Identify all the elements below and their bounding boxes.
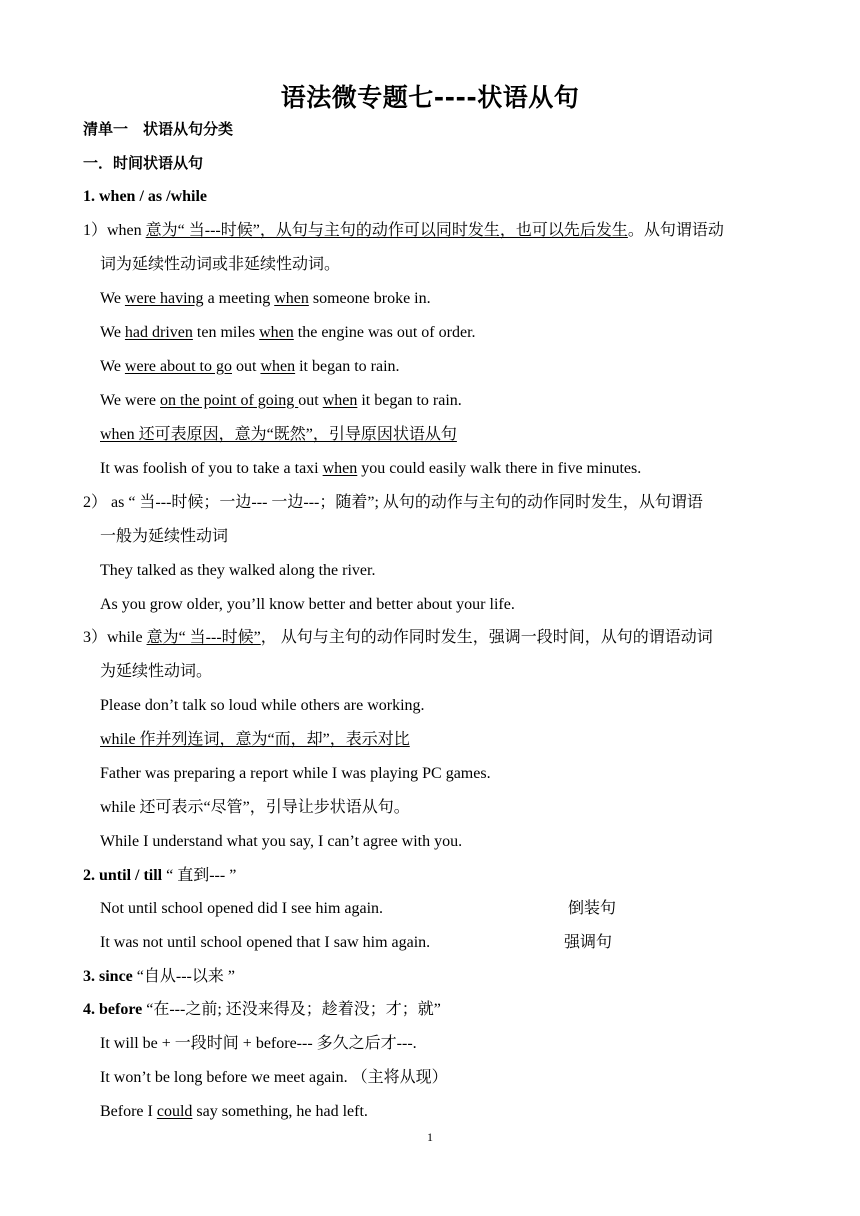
underlined-text: when xyxy=(322,392,358,409)
example-sentence xyxy=(100,357,400,377)
paragraph-as: 2） as “ 当---时候；一边--- 一边---；随着”; 从句的动作与主句的动作同时发生，从句谓语 xyxy=(83,494,703,511)
page-title: 语法微专题七----状语从句 xyxy=(280,83,580,112)
text: “在---之前; 还没来得及；趁着没；才；就” xyxy=(142,1001,441,1018)
underlined-text: when xyxy=(322,460,358,477)
example-sentence: While I understand what you say, I can’t agree with you. xyxy=(100,833,463,850)
list-heading: 清单一 状语从句分类 xyxy=(83,120,234,138)
underlined-text: when xyxy=(259,324,294,341)
subheading-since xyxy=(83,967,235,987)
note-when-cause: when 还可表原因，意为“既然”，引导原因状语从句 xyxy=(100,426,457,443)
subheading-until-till xyxy=(83,866,236,886)
example-sentence: Please don’t talk so loud while others are working. xyxy=(100,697,425,714)
note-while-concession: while 还可表示“尽管”，引导让步状语从句。 xyxy=(100,799,410,816)
text: 2. until / till xyxy=(83,867,163,884)
example-sentence: They talked as they walked along the river. xyxy=(100,562,376,579)
example-sentence xyxy=(100,323,476,343)
underlined-text: when xyxy=(260,358,296,375)
example-sentence: Not until school opened did I see him again. xyxy=(100,900,384,917)
text: Before I xyxy=(100,1103,157,1120)
example-sentence xyxy=(100,459,641,479)
text: We xyxy=(100,358,125,375)
text: out xyxy=(298,392,323,409)
emphasis-tag: 强调句 xyxy=(564,934,613,951)
text: the engine was out of order. xyxy=(293,324,476,341)
text: 1）when xyxy=(83,222,146,239)
text: it began to rain. xyxy=(357,392,462,409)
paragraph-as-cont: 一般为延续性动词 xyxy=(100,528,229,545)
underlined-text: had driven xyxy=(124,324,193,341)
text: it began to rain. xyxy=(295,358,400,375)
text: We were xyxy=(100,392,161,409)
underlined-text: on the point of going xyxy=(160,392,299,409)
note-while-contrast: while 作并列连词，意为“而，却”，表示对比 xyxy=(100,731,410,748)
subheading-before xyxy=(83,1000,441,1020)
example-sentence: It was not until school opened that I saw him again. xyxy=(100,934,431,951)
underlined-text: were having xyxy=(124,290,204,307)
text: 3）while xyxy=(83,629,147,646)
paragraph-when xyxy=(83,221,724,241)
underlined-text: could xyxy=(156,1103,193,1120)
example-sentence: It won’t be long before we meet again. （主将从现） xyxy=(100,1069,448,1086)
section-heading: 一．时间状语从句 xyxy=(83,154,204,172)
underlined-text: 意为“ 当---时候”，从句与主句的动作可以同时发生，也可以先后发生 xyxy=(145,222,628,239)
text: “ 直到--- ” xyxy=(162,867,237,884)
underlined-text: when xyxy=(274,290,309,307)
text: out xyxy=(232,358,261,375)
underlined-text: were about to go xyxy=(124,358,232,375)
text: a meeting xyxy=(203,290,275,307)
paragraph-when-cont: 词为延续性动词或非延续性动词。 xyxy=(100,256,341,273)
text: We xyxy=(100,324,125,341)
example-sentence xyxy=(100,391,462,411)
text: “自从---以来 ” xyxy=(132,968,235,985)
text: 3. since xyxy=(83,968,133,985)
example-sentence: Father was preparing a report while I was playing PC games. xyxy=(100,765,491,782)
inversion-tag: 倒装句 xyxy=(568,900,617,917)
text: you could easily walk there in five minutes. xyxy=(357,460,642,477)
text: ， 从句与主句的动作同时发生，强调一段时间，从句的谓语动词 xyxy=(260,629,713,646)
underlined-text: 意为“ 当---时候” xyxy=(146,629,261,646)
text: We xyxy=(100,290,125,307)
subheading-when-as-while: 1. when / as /while xyxy=(83,188,208,205)
example-sentence: It will be + 一段时间 + before--- 多久之后才---. xyxy=(100,1035,417,1052)
text: 4. before xyxy=(83,1001,143,1018)
paragraph-while-cont: 为延续性动词。 xyxy=(100,663,213,680)
text: someone broke in. xyxy=(308,290,431,307)
text: 。从句谓语动 xyxy=(627,222,724,239)
example-sentence xyxy=(100,289,431,309)
example-sentence xyxy=(100,1102,368,1122)
page-number: 1 xyxy=(427,1130,433,1144)
text: ten miles xyxy=(192,324,260,341)
text: say something, he had left. xyxy=(192,1103,368,1120)
paragraph-while xyxy=(83,628,713,648)
text: It was foolish of you to take a taxi xyxy=(100,460,323,477)
example-sentence: As you grow older, you’ll know better and better about your life. xyxy=(100,596,515,613)
